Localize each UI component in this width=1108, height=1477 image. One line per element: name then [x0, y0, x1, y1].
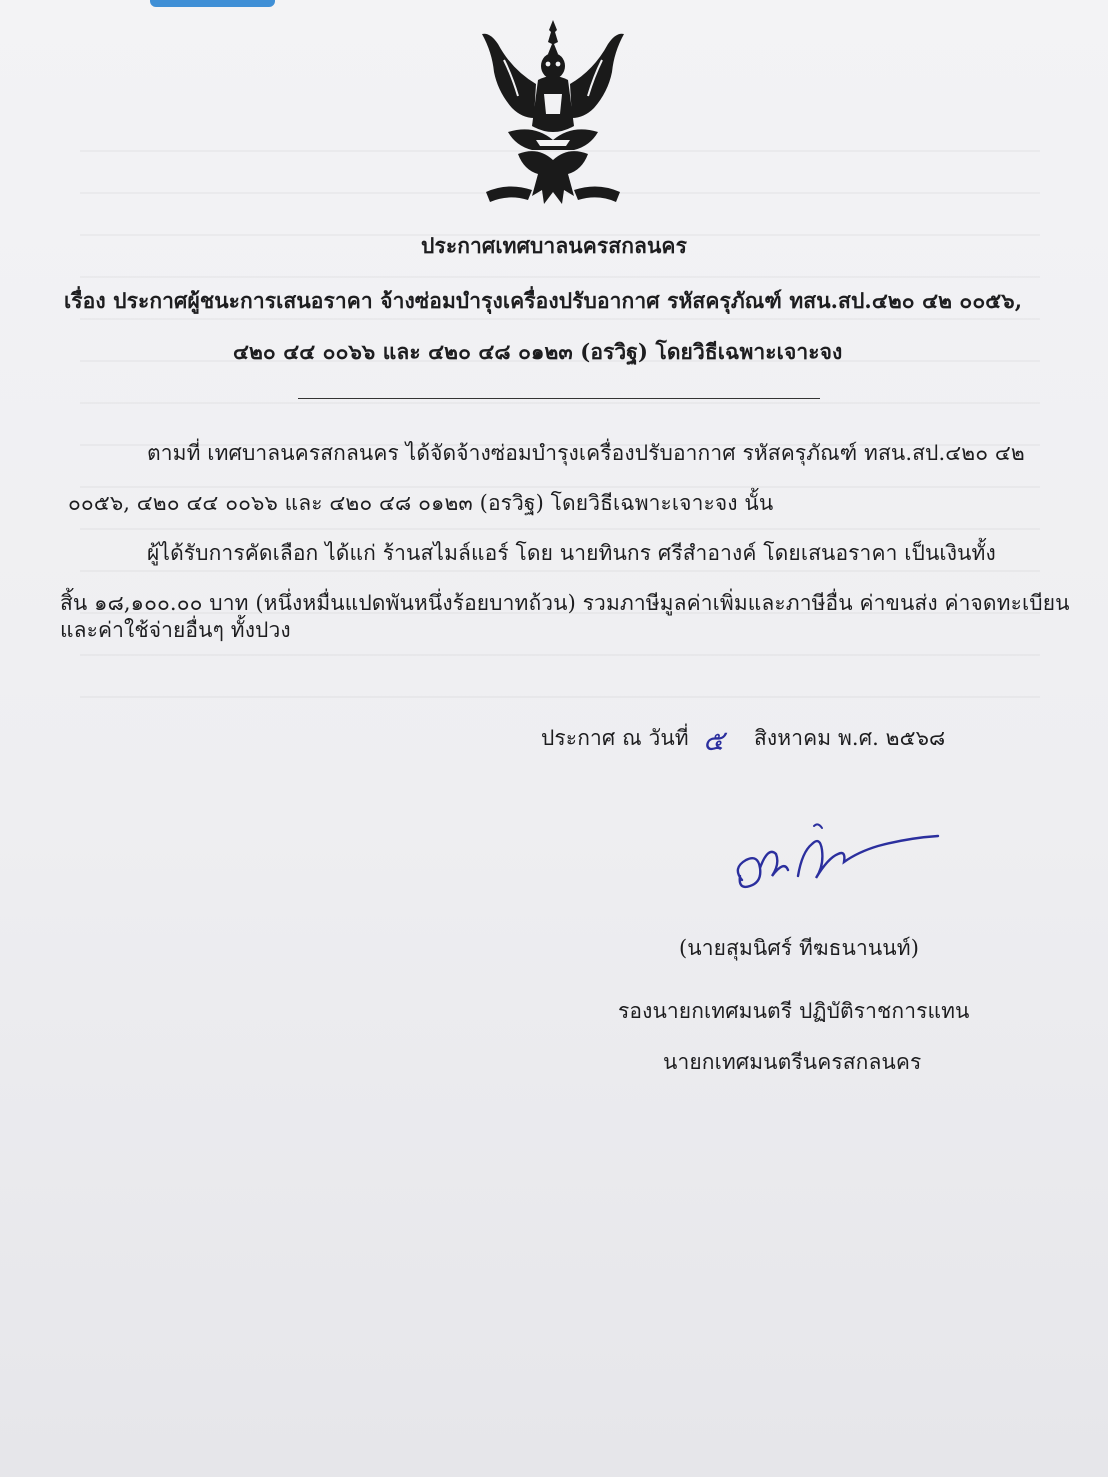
- subject-line-1: เรื่อง ประกาศผู้ชนะการเสนอราคา จ้างซ่อมบำรุงเครื่องปรับอากาศ รหัสครุภัณฑ์ ทสน.สป.๔๒๐ ๔๒ ๐๐๕๖,: [64, 288, 1023, 313]
- garuda-emblem-icon: [478, 14, 628, 214]
- body-para1-line1: ตามที่ เทศบาลนครสกลนคร ได้จัดจ้างซ่อมบำรุงเครื่องปรับอากาศ รหัสครุภัณฑ์ ทสน.สป.๔๒๐ ๔๒: [147, 441, 1025, 465]
- signatory-position-line1: รองนายกเทศมนตรี ปฏิบัติราชการแทน: [618, 999, 970, 1023]
- garuda-emblem: [478, 14, 628, 214]
- body-para2-line3: และค่าใช้จ่ายอื่นๆ ทั้งปวง: [60, 618, 291, 642]
- handwritten-signature: [728, 818, 948, 898]
- body-para2-line1: ผู้ได้รับการคัดเลือก ได้แก่ ร้านสไมล์แอร์ โดย นายทินกร ศรีสำอางค์ โดยเสนอราคา เป็นเงินทั้ง: [147, 541, 996, 565]
- blue-tab-corner: [150, 0, 275, 7]
- signature-icon: [728, 818, 948, 898]
- body-para2-line2: สิ้น ๑๘,๑๐๐.๐๐ บาท (หนึ่งหมื่นแปดพันหนึ่งร้อยบาทถ้วน) รวมภาษีมูลค่าเพิ่มและภาษีอื่น ค่าขนส่ง ค่าจดทะเบียน: [60, 591, 1070, 615]
- announcement-day-handwritten: ๕: [703, 724, 725, 757]
- signatory-name: (นายสุมนิศร์ ทีฆธนานนท์): [679, 936, 919, 960]
- announcement-date-suffix: สิงหาคม พ.ศ. ๒๕๖๘: [754, 726, 946, 750]
- body-para1-line2: ๐๐๕๖, ๔๒๐ ๔๔ ๐๐๖๖ และ ๔๒๐ ๔๘ ๐๑๒๓ (อรวิฐ) โดยวิธีเฉพาะเจาะจง นั้น: [68, 491, 774, 515]
- page-title: ประกาศเทศบาลนครสกลนคร: [421, 233, 687, 258]
- subject-line-2: ๔๒๐ ๔๔ ๐๐๖๖ และ ๔๒๐ ๔๘ ๐๑๒๓ (อรวิฐ) โดยวิธีเฉพาะเจาะจง: [233, 339, 843, 364]
- signatory-position-line2: นายกเทศมนตรีนครสกลนคร: [663, 1050, 922, 1074]
- title-divider: [298, 398, 820, 399]
- announcement-date-prefix: ประกาศ ณ วันที่: [541, 726, 689, 750]
